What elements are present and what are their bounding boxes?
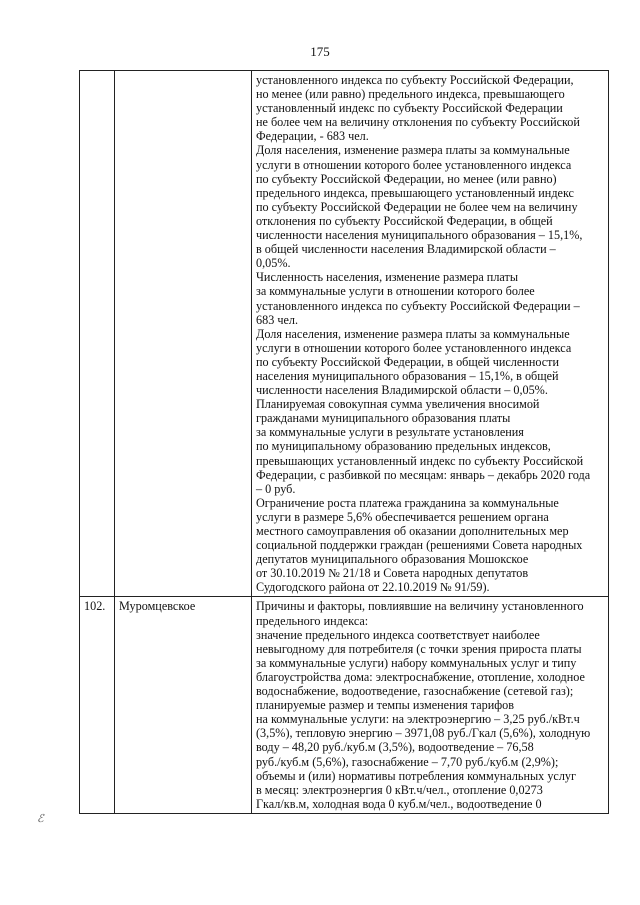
text-line: Федерации, - 683 чел. — [256, 129, 369, 144]
text-line: объемы и (или) нормативы потребления коммунальных услуг — [256, 768, 577, 783]
text-line: численности населения Владимирской области – 0,05%. — [256, 383, 548, 398]
text-line: но менее (или равно) предельного индекса, превышающего — [256, 87, 565, 102]
text-line: (3,5%), тепловую энергию – 3971,08 руб./Гкал (5,6%), холодную — [256, 726, 591, 741]
text-line: воду – 48,20 руб./куб.м (3,5%), водоотведение – 76,58 — [256, 740, 534, 755]
text-line: услуги в отношении которого более установленного индекса — [256, 157, 572, 172]
text-line: в общей численности населения Владимирской области – — [256, 242, 556, 257]
text-line: услуги в отношении которого более установленного индекса — [256, 340, 572, 355]
text-line: Доля населения, изменение размера платы за коммунальные — [256, 143, 570, 158]
text-line: не более чем на величину отклонения по субъекту Российской — [256, 115, 580, 130]
text-line: за коммунальные услуги) набору коммунальных услуг и типу — [256, 655, 577, 670]
text-line: Судогодского района от 22.10.2019 № 91/59). — [256, 580, 490, 595]
text-line: на коммунальные услуги: на электроэнергию – 3,25 руб./кВт.ч — [256, 712, 580, 727]
text-line: за коммунальные услуги в отношении которого более — [256, 284, 535, 299]
text-line: предельного индекса: — [256, 613, 369, 628]
page-number: 175 — [310, 44, 330, 59]
description-cell — [252, 597, 609, 813]
row-number-cell — [80, 71, 115, 597]
text-line: Планируемая совокупная сумма увеличения вносимой — [256, 397, 540, 412]
text-line: по субъекту Российской Федерации, в общей численности — [256, 354, 559, 369]
text-line: Федерации, с разбивкой по месяцам: январь – декабрь 2020 года — [256, 467, 591, 482]
text-line: водоснабжение, водоотведение, газоснабжение (сетевой газ); — [256, 684, 574, 699]
text-line: установленного индекса по субъекту Российской Федерации – — [256, 298, 580, 313]
document-table — [79, 70, 609, 814]
description-paragraph — [256, 599, 604, 810]
text-line: за коммунальные услуги в результате установления — [256, 425, 524, 440]
text-line: социальной поддержки граждан (решениями Совета народных — [256, 538, 583, 553]
table-row — [80, 71, 609, 597]
text-line: 683 чел. — [256, 312, 298, 327]
text-line: Гкал/кв.м, холодная вода 0 куб.м/чел., водоотведение 0 — [256, 796, 542, 811]
text-line: благоустройства дома: электроснабжение, отопление, холодное — [256, 669, 585, 684]
scan-mark: ℰ — [37, 813, 44, 825]
text-line: планируемые размер и темпы изменения тарифов — [256, 698, 515, 713]
description-paragraph — [256, 143, 604, 270]
municipality-name-cell — [115, 71, 252, 597]
description-paragraph — [256, 270, 604, 326]
description-paragraph — [256, 73, 604, 143]
description-cell — [252, 71, 609, 597]
text-line: руб./куб.м (5,6%), газоснабжение – 7,70 руб./куб.м (2,9%); — [256, 754, 559, 769]
text-line: гражданами муниципального образования платы — [256, 411, 511, 426]
text-line: превышающих установленный индекс по субъекту Российской — [256, 453, 584, 468]
text-line: предельного индекса, превышающего установленный индекс — [256, 185, 574, 200]
text-line: невыгодному для потребителя (с точки зрения прироста платы — [256, 641, 582, 656]
text-line: населения муниципального образования – 15,1%, в общей — [256, 368, 559, 383]
row-number-cell: 102. — [80, 597, 115, 813]
table-row — [80, 597, 609, 813]
text-line: Причины и факторы, повлиявшие на величину установленного — [256, 599, 584, 614]
description-paragraph — [256, 327, 604, 397]
text-line: услуги в размере 5,6% обеспечивается решением органа — [256, 509, 549, 524]
text-line: Численность населения, изменение размера платы — [256, 270, 519, 285]
text-line: по субъекту Российской Федерации не более чем на величину — [256, 199, 578, 214]
text-line: значение предельного индекса соответствует наиболее — [256, 627, 540, 642]
text-line: по субъекту Российской Федерации, но менее (или равно) — [256, 171, 557, 186]
municipality-name-cell: Муромцевское — [115, 597, 252, 813]
text-line: местного самоуправления об оказании дополнительных мер — [256, 524, 569, 538]
text-line: депутатов муниципального образования Мошокское — [256, 552, 529, 567]
text-line: Ограничение роста платежа гражданина за коммунальные — [256, 495, 559, 510]
description-paragraph — [256, 397, 604, 496]
text-line: численности населения муниципального образования – 15,1%, — [256, 228, 583, 243]
text-line: от 30.10.2019 № 21/18 и Совета народных депутатов — [256, 566, 529, 581]
text-line: установленный индекс по субъекту Российской Федерации — [256, 101, 563, 116]
text-line: установленного индекса по субъекту Российской Федерации, — [256, 73, 574, 87]
text-line: 0,05%. — [256, 256, 291, 271]
text-line: – 0 руб. — [256, 481, 296, 496]
text-line: в месяц: электроэнергия 0 кВт.ч/чел., отопление 0,0273 — [256, 782, 543, 797]
text-line: отклонения по субъекту Российской Федерации, в общей — [256, 213, 553, 228]
description-paragraph — [256, 496, 604, 595]
text-line: по муниципальному образованию предельных индексов, — [256, 439, 551, 454]
text-line: Доля населения, изменение размера платы за коммунальные — [256, 326, 570, 341]
